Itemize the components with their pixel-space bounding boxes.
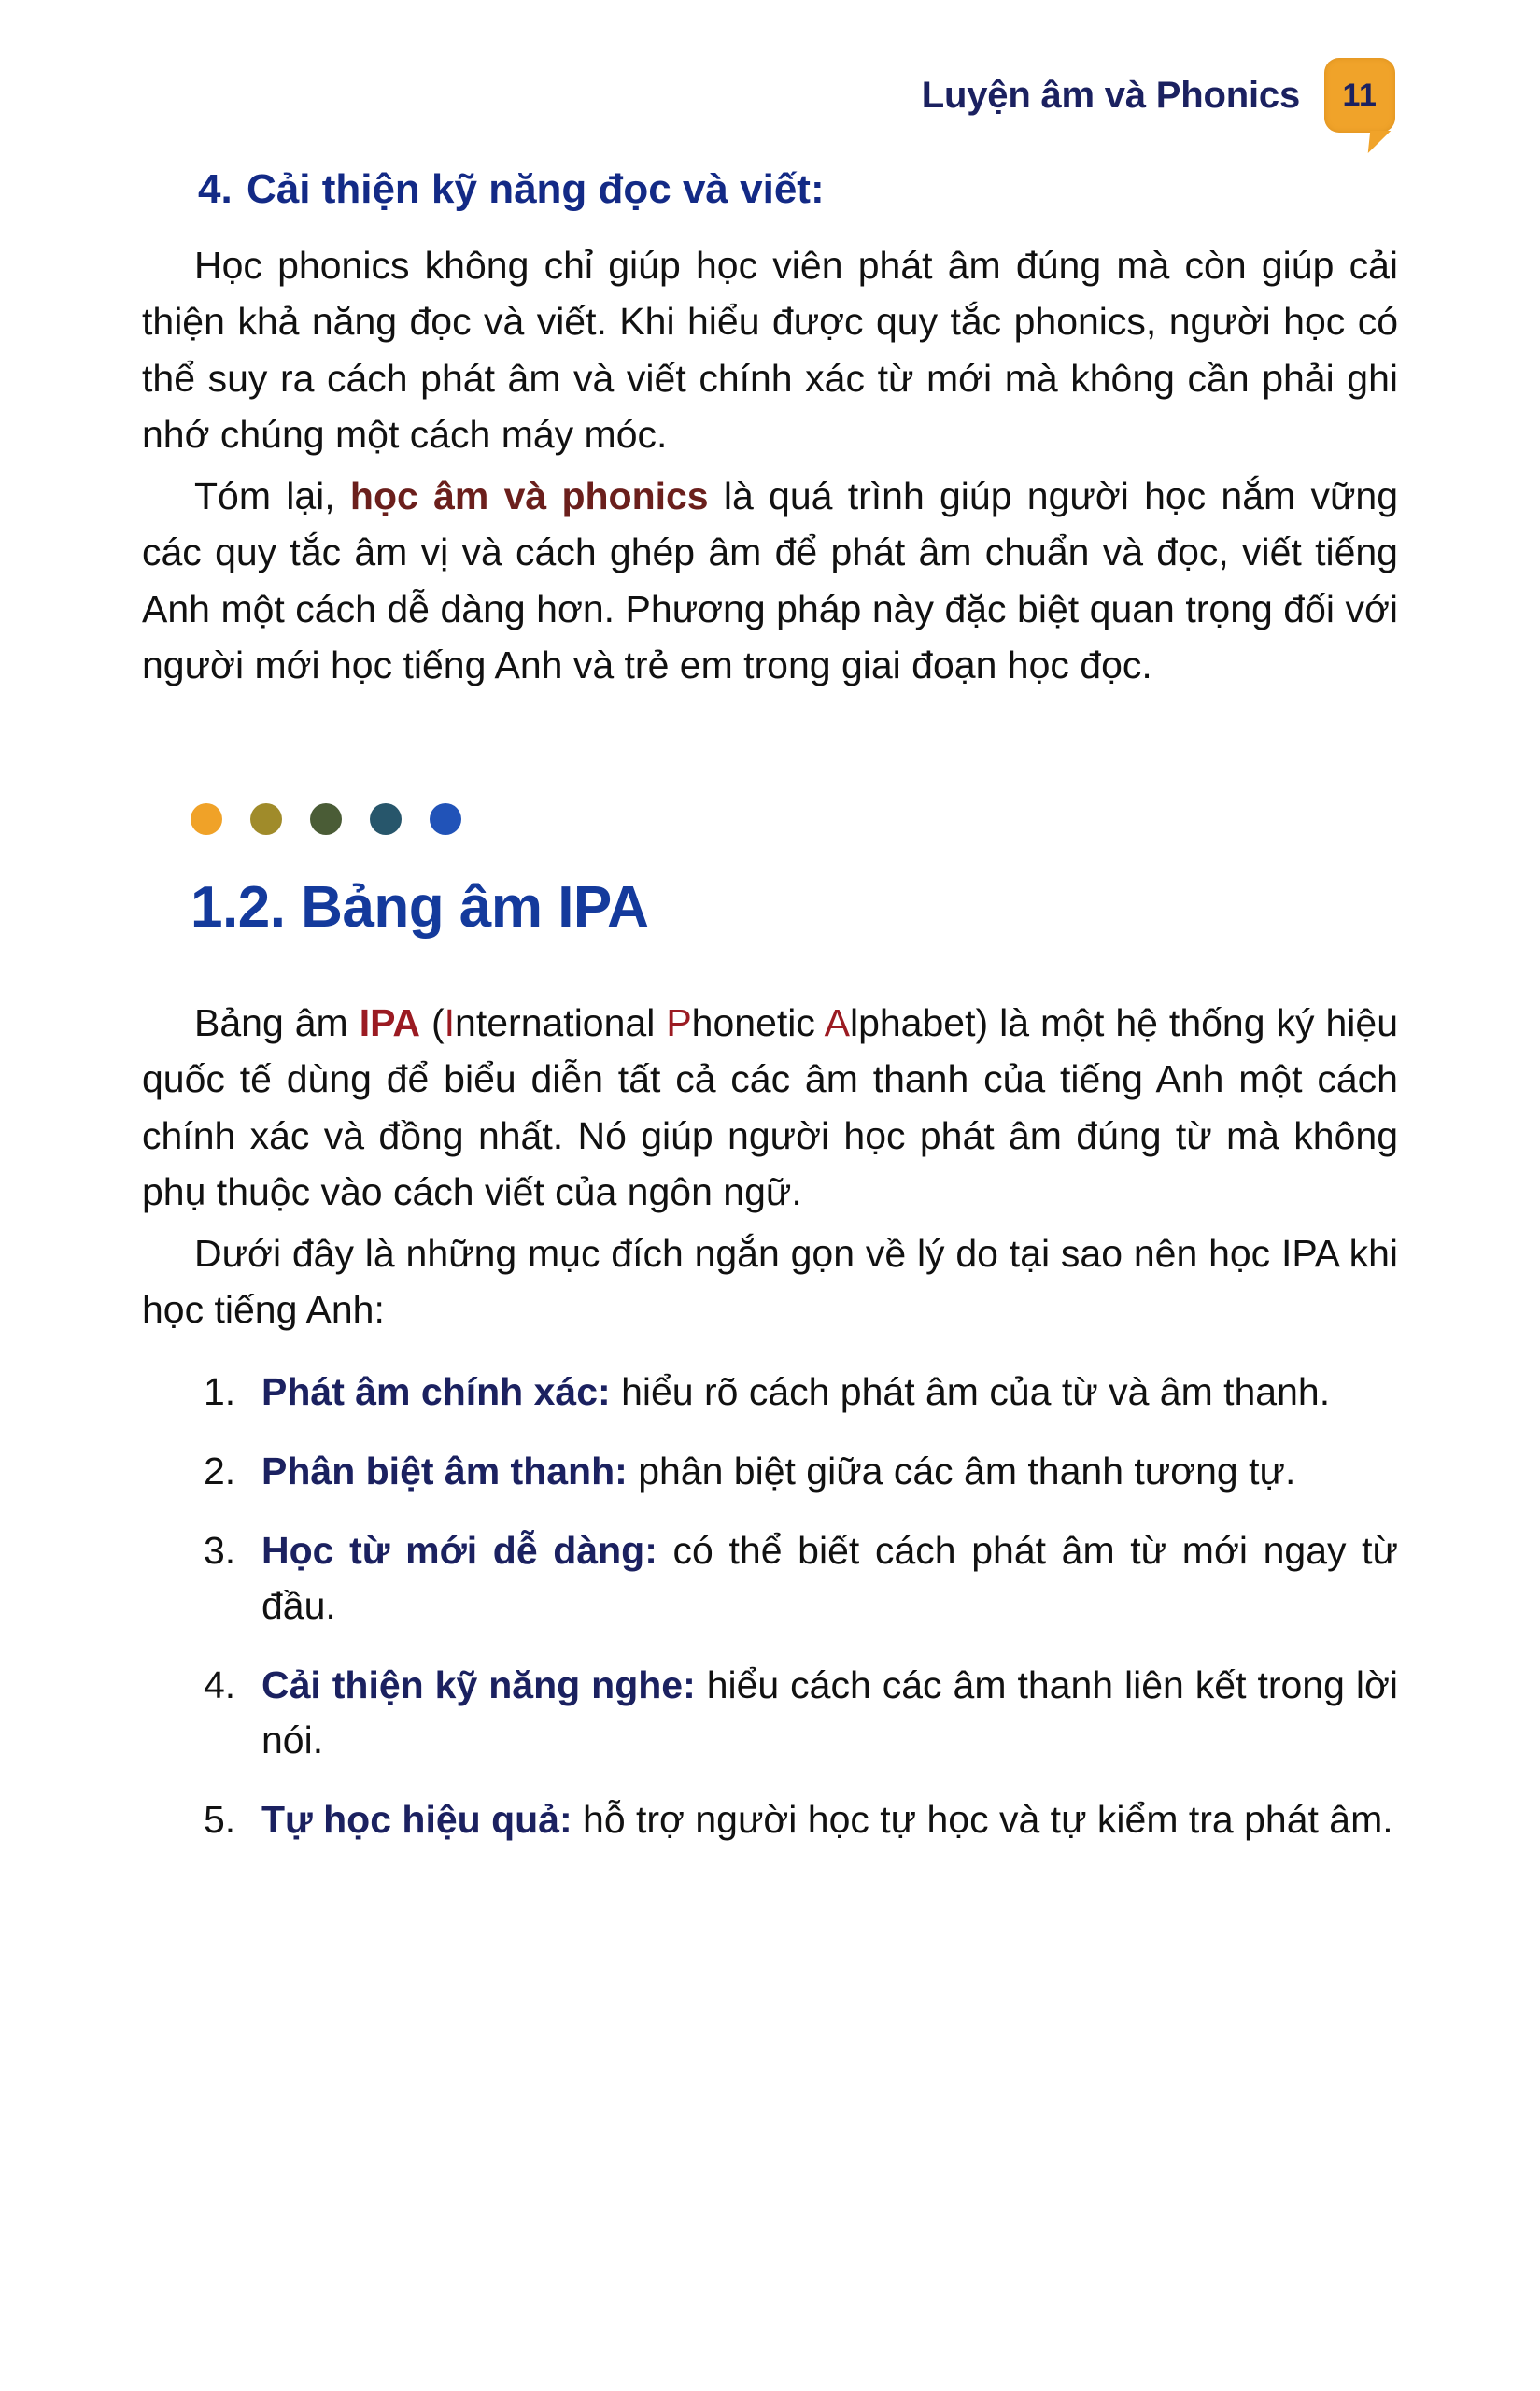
paragraph-ipa-definition	[142, 995, 1398, 1220]
running-header-title: Luyện âm và Phonics	[921, 74, 1300, 116]
five-dot-divider	[191, 803, 1398, 835]
list-item	[142, 1792, 1398, 1847]
subsection-4-heading	[142, 166, 1398, 213]
divider-dot-1	[191, 803, 222, 835]
divider-dot-3	[310, 803, 342, 835]
paragraph-ipa-lead-in: Dưới đây là những mục đích ngắn gọn về lý do tại sao nên học IPA khi học tiếng Anh:	[142, 1232, 1398, 1332]
text-run: Bảng âm	[194, 1001, 360, 1045]
text-run: Học phonics không chỉ giúp học viên phát âm đúng mà còn giúp cải thiện khả năng đọc và viết. Khi hiểu được quy tắc phonics, người học có thể suy ra cách phát âm và viết chính xác từ mới mà không cần phải ghi nhớ chúng một cách máy móc.	[142, 244, 1398, 456]
list-item-number: 5.	[204, 1797, 236, 1841]
list-item-body	[261, 1523, 1398, 1634]
list-item-lead: Phân biệt âm thanh:	[261, 1449, 628, 1493]
list-item-number: 4.	[204, 1662, 236, 1706]
emphasis-text: P	[666, 1001, 692, 1045]
list-item	[142, 1444, 1398, 1499]
emphasis-text: IPA	[359, 1001, 420, 1045]
list-item-lead: Tự học hiệu quả:	[261, 1797, 572, 1841]
text-run: nternational	[455, 1001, 667, 1045]
text-run: honetic	[691, 1001, 825, 1045]
list-item-rest: hỗ trợ người học tự học và tự kiểm tra phát âm.	[572, 1797, 1393, 1841]
list-item-lead: Học từ mới dễ dàng:	[261, 1528, 657, 1572]
text-run: lphabet) là một hệ thống ký hiệu quốc tế dùng để biểu diễn tất cả các âm thanh của tiếng Anh một cách chính xác và đồng nhất. Nó giúp người học phát âm đúng từ mà không phụ thuộc vào cách viết của ngôn ngữ.	[142, 1001, 1399, 1213]
list-item	[142, 1658, 1398, 1768]
text-run: (	[420, 1001, 445, 1045]
list-item-body	[261, 1658, 1398, 1768]
page-number-text: 11	[1342, 77, 1378, 113]
list-item-number: 1.	[204, 1369, 236, 1413]
page-header	[922, 58, 1395, 133]
paragraph-phonics-reading-writing	[142, 237, 1398, 462]
divider-dot-5	[430, 803, 461, 835]
list-item	[142, 1365, 1398, 1420]
list-item-rest: hiểu rõ cách phát âm của từ và âm thanh.	[610, 1369, 1331, 1413]
section-1-2-heading: 1.2. Bảng âm IPA	[191, 875, 649, 941]
page-number-badge	[1324, 58, 1395, 133]
list-item-body	[261, 1365, 1398, 1420]
text-run: là quá trình giúp người học nắm vững các quy tắc âm vị và cách ghép âm để phát âm chuẩn và đọc, viết tiếng Anh một cách dễ dàng hơn. Phương pháp này đặc biệt quan trọng đối với người mới học tiếng Anh và trẻ em trong giai đoạn học đọc.	[142, 474, 1398, 686]
page-content	[142, 166, 1398, 1872]
text-run: Tóm lại,	[194, 474, 350, 518]
list-item-rest: phân biệt giữa các âm thanh tương tự.	[627, 1449, 1296, 1493]
list-item-body	[261, 1792, 1398, 1847]
list-item-rest: hiểu cách các âm thanh liên kết trong lời nói.	[261, 1662, 1398, 1761]
list-item-lead: Phát âm chính xác:	[261, 1369, 611, 1413]
subsection-4-number: 4.	[198, 166, 233, 212]
ipa-reasons-list	[142, 1365, 1398, 1847]
list-item-lead: Cải thiện kỹ năng nghe:	[261, 1662, 696, 1706]
emphasis-text: I	[444, 1001, 456, 1045]
paragraph-summary	[142, 468, 1398, 693]
list-item-number: 2.	[204, 1449, 236, 1493]
emphasis-text: A	[824, 1001, 850, 1045]
list-item-body	[261, 1444, 1398, 1499]
emphasis-text: học âm và phonics	[349, 474, 709, 518]
subsection-4-title: Cải thiện kỹ năng đọc và viết:	[247, 166, 825, 212]
divider-dot-4	[370, 803, 402, 835]
divider-dot-2	[250, 803, 282, 835]
list-item-number: 3.	[204, 1528, 236, 1572]
list-item-rest: có thể biết cách phát âm từ mới ngay từ đầu.	[261, 1528, 1399, 1627]
list-item	[142, 1523, 1398, 1634]
